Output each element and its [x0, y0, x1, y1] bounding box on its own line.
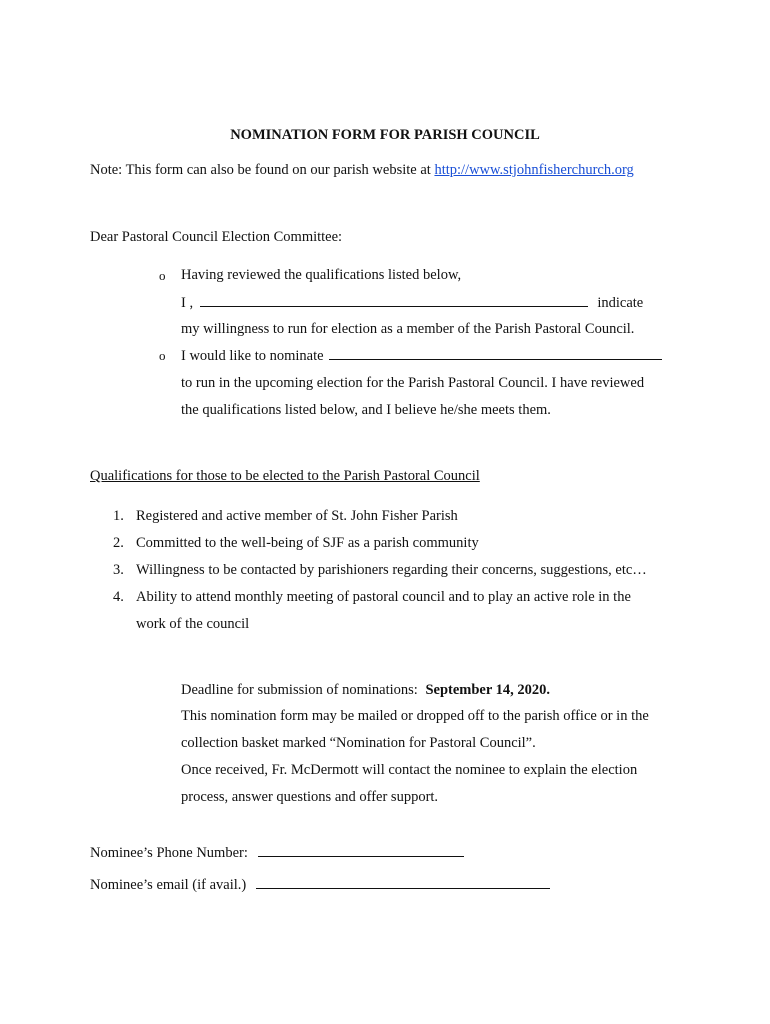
option-2-line-1 — [181, 347, 662, 365]
self-name-blank[interactable] — [200, 294, 588, 307]
phone-field-row — [90, 844, 464, 862]
qualification-3-number: 3. — [113, 562, 124, 578]
qualification-4-number: 4. — [113, 589, 124, 605]
website-link[interactable]: http://www.stjohnfisherchurch.org — [434, 162, 634, 178]
option-2-line-3: the qualifications listed below, and I believe he/she meets them. — [181, 402, 551, 418]
qualification-4-text-continued: work of the council — [136, 616, 250, 632]
deadline-date: September 14, 2020. — [425, 682, 551, 698]
option-1-line-2 — [181, 294, 643, 312]
option-2-nominate-text: I would like to nominate — [181, 348, 324, 364]
email-label: Nominee’s email (if avail.) — [90, 877, 247, 893]
email-blank[interactable] — [256, 876, 550, 889]
qualification-2-number: 2. — [113, 535, 124, 551]
qualification-4-text: Ability to attend monthly meeting of pastoral council and to play an active role in the — [136, 589, 631, 605]
salutation: Dear Pastoral Council Election Committee: — [90, 229, 343, 245]
submission-instructions: This nomination form may be mailed or dropped off to the parish office or in the — [181, 708, 649, 724]
option-1-bullet: o — [159, 268, 166, 283]
qualification-1-number: 1. — [113, 508, 124, 524]
option-1-pronoun: I , — [181, 295, 194, 311]
deadline-line — [181, 682, 550, 699]
option-1-line-1: Having reviewed the qualifications listed below, — [181, 267, 462, 283]
qualifications-heading: Qualifications for those to be elected to the Parish Pastoral Council — [90, 468, 480, 484]
collection-basket-note: collection basket marked “Nomination for Pastoral Council”. — [181, 735, 536, 751]
option-1-indicate: indicate — [597, 295, 644, 311]
option-1-line-3: my willingness to run for election as a member of the Parish Pastoral Council. — [181, 321, 635, 337]
website-note-text: Note: This form can also be found on our parish website at — [90, 162, 435, 178]
phone-number-blank[interactable] — [258, 844, 464, 857]
nominee-name-blank[interactable] — [329, 347, 662, 360]
qualification-3-text: Willingness to be contacted by parishioners regarding their concerns, suggestions, etc… — [136, 562, 647, 578]
page-title: NOMINATION FORM FOR PARISH COUNCIL — [230, 127, 540, 143]
phone-label: Nominee’s Phone Number: — [90, 845, 248, 861]
option-2-line-2: to run in the upcoming election for the Parish Pastoral Council. I have reviewed — [181, 375, 645, 391]
qualification-2-text: Committed to the well-being of SJF as a parish community — [136, 535, 479, 551]
follow-up-note: Once received, Fr. McDermott will contact the nominee to explain the election — [181, 762, 638, 778]
website-note — [90, 162, 634, 179]
email-field-row — [90, 876, 550, 894]
follow-up-note-continued: process, answer questions and offer support. — [181, 789, 439, 805]
qualification-1-text: Registered and active member of St. John Fisher Parish — [136, 508, 458, 524]
deadline-label: Deadline for submission of nominations: — [181, 682, 418, 698]
option-2-bullet: o — [159, 348, 166, 363]
